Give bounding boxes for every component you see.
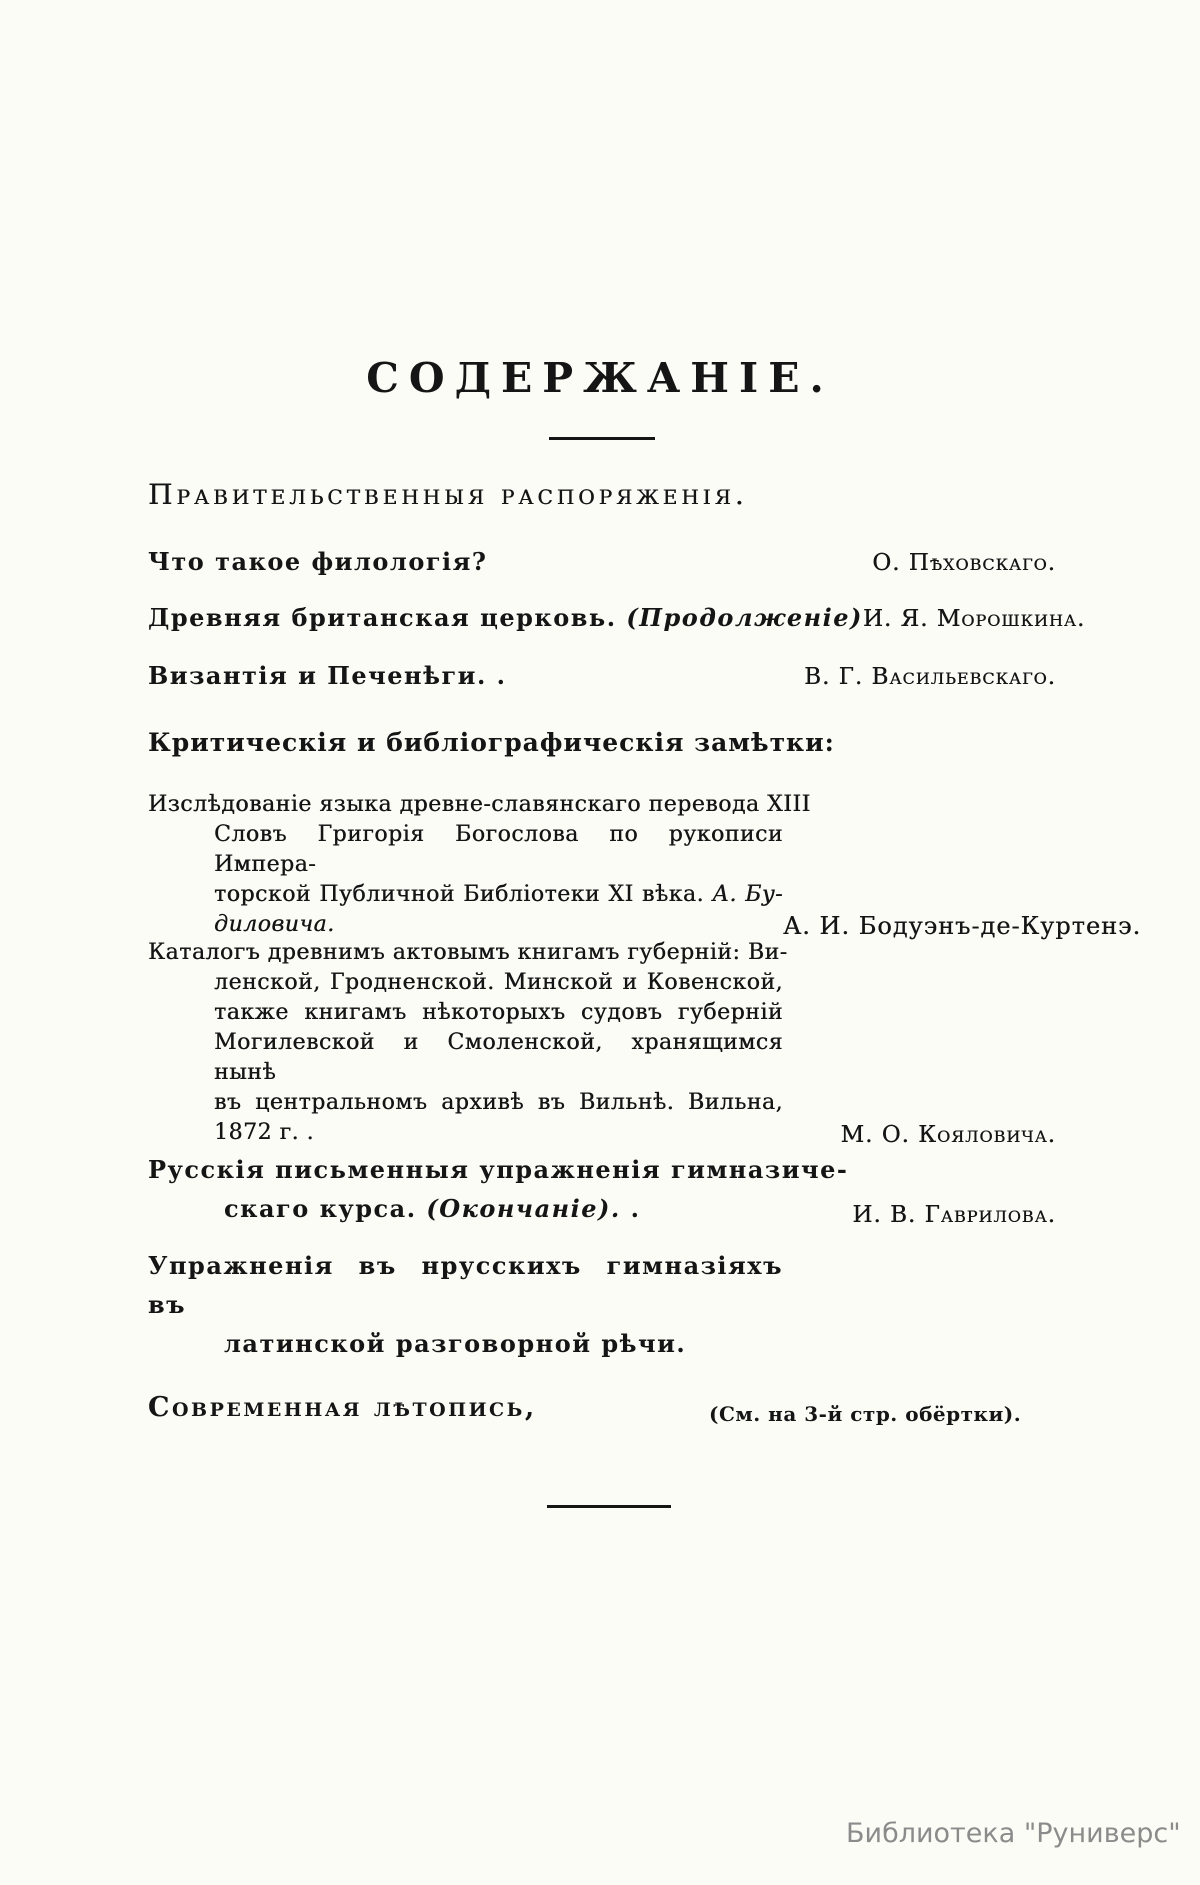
note-entry-issledovanie [148,790,1142,940]
entry-line: также книгамъ нѣкоторыхъ судовъ губерній [214,1000,783,1025]
entry-author: А. И. Бодуэнъ-де-Куртенэ. [783,912,1142,940]
entry-line: въ центральномъ архивѣ въ Вильнѣ. Вильна, [214,1090,783,1115]
chronicle-note: (См. на 3-й стр. обёртки). [709,1402,1022,1426]
page-title: СОДЕРЖАНІЕ. [366,354,834,402]
entry-lines [148,1246,783,1363]
entry-title-text: Древняя британская церковь. [148,603,617,632]
entry-lines [148,1150,849,1228]
entry-line-note: (Окончаніе). [426,1194,621,1223]
toc-entry-russian-exercises [148,1150,1056,1228]
entry-lines [148,938,788,1148]
entry-line-text: торской Публичной Библіотеки XI вѣка. [214,882,704,907]
toc-entry-prussian-gymnasiums [148,1246,1056,1363]
entry-line: Изслѣдованіе языка древне-славянскаго перевода XIII [148,792,811,817]
entry-lines [148,790,811,940]
entry-title: Византія и Печенѣги. . [148,661,507,690]
entry-title [148,602,863,634]
entry-line-tail: . [620,1194,641,1223]
entry-line: ленской, Гродненской. Минской и Ковенской, [214,970,783,995]
entry-line: латинской разговорной рѣчи. [224,1329,687,1358]
entry-line: Каталогъ древнимъ актовымъ книгамъ губерній: Ви- [148,940,788,965]
note-entry-katalog [148,938,1056,1148]
section-heading-critical-notes: Критическія и библіографическія замѣтки: [148,728,835,757]
entry-line: Словъ Григорія Богослова по рукописи Импера- [214,822,783,877]
entry-line: Русскія письменныя упражненія гимназиче- [148,1155,849,1184]
entry-title-note: (Продолженіе) [626,603,863,632]
entry-author: И. В. Гаврилова. [852,1202,1056,1228]
bottom-divider-rule [547,1505,671,1508]
entry-line: Упражненія въ нрусскихъ гимназіяхъ въ [148,1251,783,1319]
toc-entry-british-church [148,602,1086,634]
section-heading-government: Правительственныя распоряженія. [148,478,748,511]
runivers-watermark: Библиотека "Руниверс" [846,1818,1181,1849]
entry-title: Что такое филологія? [148,547,488,576]
entry-author: О. Пѣховскаго. [872,550,1056,576]
entry-line: Могилевской и Смоленской, хранящимся нынѣ [214,1030,783,1085]
toc-entry-byzantium [148,660,1056,692]
entry-line-text: скаго курса. [224,1194,417,1223]
entry-line [148,880,783,910]
entry-author: И. Я. Морошкина. [862,606,1086,632]
entry-author: В. Г. Васильевскаго. [804,664,1056,690]
entry-line [148,1189,783,1228]
entry-line-author-ref: диловича. [214,912,335,937]
entry-line: 1872 г. . [214,1120,314,1145]
toc-entry-philology [148,546,1056,578]
chronicle-title: Современная лѣтопись, [148,1392,537,1423]
entry-line-author-ref: А. Бу- [712,882,783,907]
title-divider-rule [549,437,655,440]
entry-author: М. О. Кояловича. [840,1122,1056,1148]
